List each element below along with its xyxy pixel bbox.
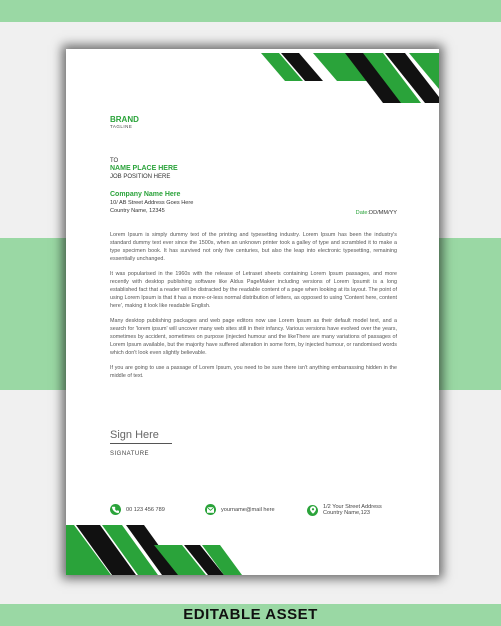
location-pin-icon — [307, 505, 318, 516]
sign-here-text: Sign Here — [110, 429, 172, 444]
body-paragraph: Many desktop publishing packages and web page editors now use Lorem Ipsum as their default model text, and a search for 'lorem ipsum' will uncover many web sites still in their infancy. Various versions have evolved over the years, sometimes by accident, sometimes on purpose (injected humour and the likeThere are many variations of passages of Lorem Ipsum available, but the majority have suffered alteration in some form, by injected humour, or randomised words which don't look even slightly believable. — [110, 318, 397, 356]
date-line — [356, 210, 397, 216]
contact-email — [205, 504, 275, 515]
letterhead-sheet — [66, 49, 439, 575]
contact-address — [307, 504, 382, 516]
company-name: Company Name Here — [110, 191, 181, 198]
bottom-left-stripes-decoration — [66, 523, 246, 577]
brand-name: BRAND — [110, 115, 139, 124]
top-green-band — [0, 0, 501, 22]
date-label: Date: — [355, 210, 370, 216]
email-address: yourname@mail here — [221, 506, 275, 513]
company-block — [110, 191, 193, 215]
address-line1: 1/2 Your Street Address — [323, 504, 382, 510]
recipient-position: JOB POSITION HERE — [110, 174, 171, 180]
top-right-stripes-decoration — [259, 51, 439, 105]
brand-tagline: TAGLINE — [110, 124, 133, 129]
recipient-block — [110, 157, 178, 181]
to-label: TO — [110, 158, 119, 164]
contact-phone — [110, 504, 165, 515]
body-paragraph: It was popularised in the 1960s with the release of Letraset sheets containing Lorem Ipsum passages, and more recently with desktop publishing software like Aldus PageMaker including versions of Lorem Ipsumit is a long established fact that a reader will be distracted by the readable content of a page when looking at its layout. The point of using Lorem Ipsum is that it has a more-or-less normal distribution of letters, as opposed to using 'Content here, content here', making it look like readable English. — [110, 271, 397, 309]
brand-logo — [110, 115, 139, 130]
mail-icon — [205, 504, 216, 515]
letter-body — [110, 231, 397, 387]
body-paragraph: If you are going to use a passage of Lorem Ipsum, you need to be sure there isn't anything embarrassing hidden in the middle of text. — [110, 365, 397, 379]
signature-label: SIGNATURE — [110, 451, 150, 457]
company-address-line1: 10/ AB Street Address Goes Here — [110, 200, 194, 206]
phone-icon — [110, 504, 121, 515]
company-address-line2: Country Name, 12345 — [110, 208, 165, 214]
recipient-name: NAME PLACE HERE — [110, 165, 178, 172]
body-paragraph: Lorem Ipsum is simply dummy text of the printing and typesetting industry. Lorem Ipsum has been the industry's standard dummy text ever since the 1500s, when an unknown printer took a galley of type and scrambled it to make a type specimen book. It has survived not only five centuries, but also the leap into electronic typesetting, remaining essentially unchanged. — [110, 232, 397, 262]
date-value: DD/MM/YY — [369, 210, 397, 216]
phone-number: 00 123 456 789 — [126, 506, 165, 513]
address-line2: Country Name,123 — [323, 510, 370, 516]
editable-asset-title: EDITABLE ASSET — [183, 606, 318, 623]
address-text — [323, 504, 382, 516]
